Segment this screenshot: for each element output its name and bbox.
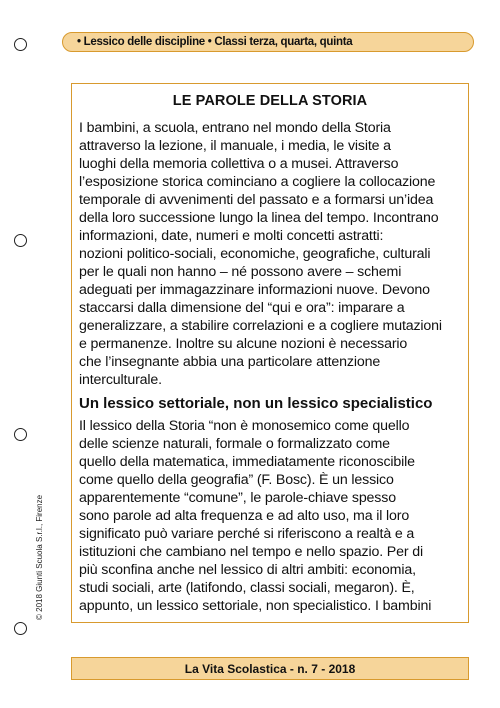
article-box bbox=[71, 83, 469, 623]
text-line: che l’insegnante abbia una particolare attenzione bbox=[79, 354, 381, 370]
footer-label: La Vita Scolastica - n. 7 - 2018 bbox=[184, 661, 356, 676]
text-line: nozioni politico-sociali, economiche, geografiche, culturali bbox=[79, 246, 431, 262]
text-line: temporale di avvenimenti del passato e a formarsi un’idea bbox=[79, 192, 434, 208]
section-subtitle: Un lessico settoriale, non un lessico specialistico bbox=[79, 395, 433, 412]
text-line: significato può variare perché si riferiscono a realtà e a bbox=[79, 526, 415, 542]
text-line: apparentemente “comune”, le parole-chiave spesso bbox=[79, 490, 396, 506]
text-line: l’esposizione storica cominciano a cogliere la collocazione bbox=[79, 174, 436, 190]
text-line: della loro successione lungo la linea del tempo. Incontrano bbox=[79, 210, 439, 226]
text-line: istituzioni che cambiano nel tempo e nello spazio. Per di bbox=[79, 544, 423, 560]
copyright-note: © 2018 Giunti Scuola S.r.l., Firenze bbox=[35, 494, 44, 620]
binder-hole-2 bbox=[14, 234, 27, 247]
binder-hole-3 bbox=[14, 428, 27, 441]
text-line: generalizzare, a stabilire correlazioni e a cogliere mutazioni bbox=[79, 318, 442, 334]
text-line: per le quali non hanno – né possono avere – schemi bbox=[79, 264, 402, 280]
text-line: come quello della geografia” (F. Bosc). È un lessico bbox=[79, 472, 394, 488]
text-line: delle scienze naturali, formale o formalizzato come bbox=[79, 436, 390, 452]
footer-bar bbox=[71, 657, 469, 680]
text-line: Il lessico della Storia “non è monosemico come quello bbox=[79, 418, 410, 434]
header-label: • Lessico delle discipline • Classi terza, quarta, quinta bbox=[77, 36, 353, 48]
text-line: e permanenze. Inoltre su alcune nozioni è necessario bbox=[79, 336, 408, 352]
text-line: informazioni, date, numeri e molti concetti astratti: bbox=[79, 228, 384, 244]
text-line: luoghi della memoria collettiva o a musei. Attraverso bbox=[79, 156, 399, 172]
text-line: adeguati per immagazzinare informazioni nuove. Devono bbox=[79, 282, 430, 298]
binder-hole-1 bbox=[14, 38, 27, 51]
header-bar bbox=[62, 32, 474, 52]
paragraph-intro bbox=[79, 119, 462, 389]
text-line: quello della matematica, immediatamente riconoscibile bbox=[79, 454, 415, 470]
text-line: sono parole ad alta frequenza e ad alto uso, ma il loro bbox=[79, 508, 410, 524]
text-line: attraverso la lezione, il manuale, i media, le visite a bbox=[79, 138, 391, 154]
article-title: LE PAROLE DELLA STORIA bbox=[172, 93, 368, 109]
text-line: interculturale. bbox=[79, 372, 162, 388]
text-line: studi sociali, arte (latifondo, classi sociali, megaron). È, bbox=[79, 580, 415, 596]
binder-hole-4 bbox=[14, 622, 27, 635]
text-line: più sconfina anche nel lessico di altri ambiti: economia, bbox=[79, 562, 416, 578]
text-line: I bambini, a scuola, entrano nel mondo della Storia bbox=[79, 120, 391, 136]
paragraph-lexicon bbox=[79, 417, 462, 615]
text-line: staccarsi dalla dimensione del “qui e ora”: imparare a bbox=[79, 300, 405, 316]
text-line: appunto, un lessico settoriale, non specialistico. I bambini bbox=[79, 598, 432, 614]
